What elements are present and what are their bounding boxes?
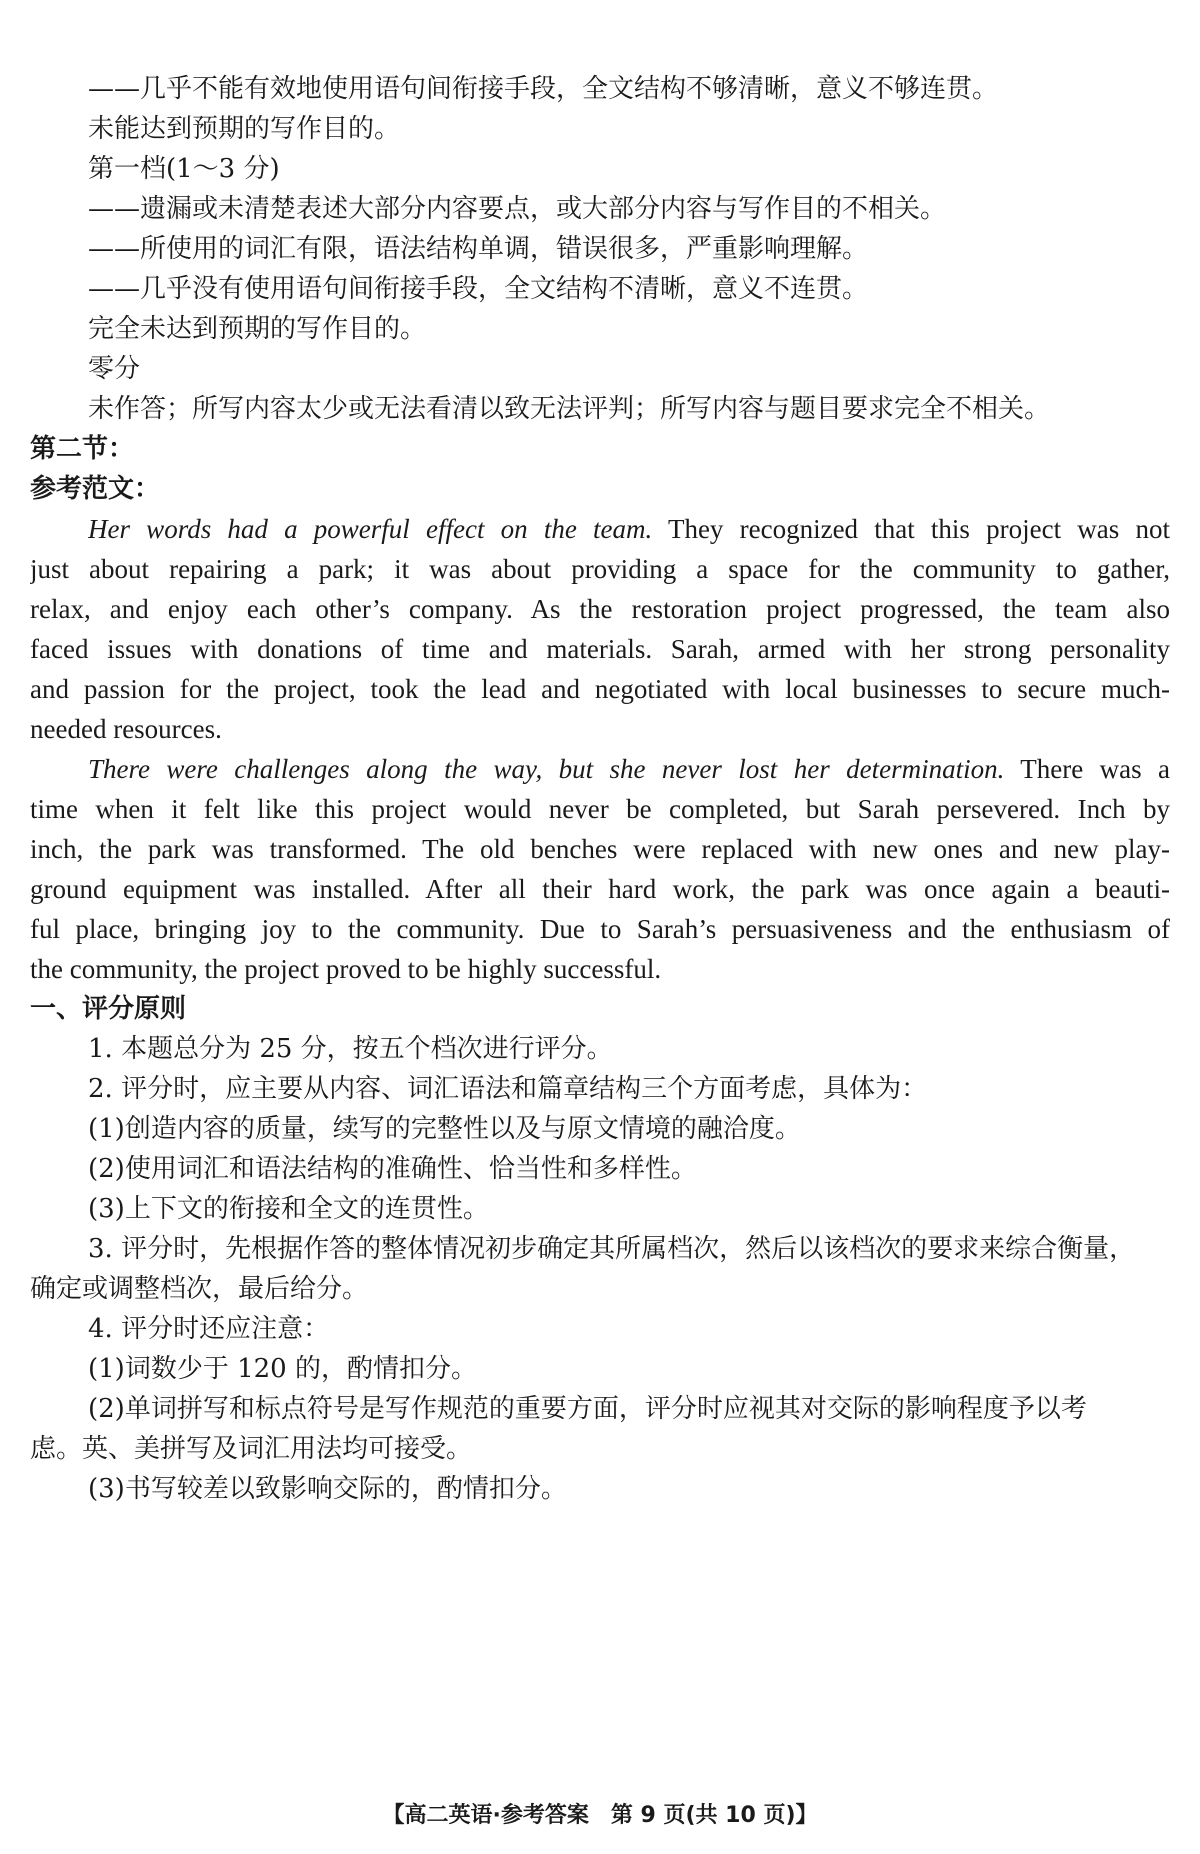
grade-level-heading: 第一档(1～3 分)	[88, 154, 280, 184]
principle-item: (3)上下文的衔接和全文的连贯性。	[88, 1194, 489, 1224]
essay-italic-sentence: Her words had a powerful effect on the team.	[88, 514, 653, 544]
essay-line: just about repairing a park; it was about providing a space for the community to gather,	[30, 554, 1170, 584]
principle-item: 4. 评分时还应注意：	[88, 1314, 330, 1344]
principle-item: 2. 评分时，应主要从内容、词汇语法和篇章结构三个方面考虑，具体为：	[88, 1074, 928, 1104]
essay-line: faced issues with donations of time and materials. Sarah, armed with her strong personality	[30, 634, 1170, 664]
criteria-line: ——几乎不能有效地使用语句间衔接手段，全文结构不够清晰，意义不够连贯。	[88, 74, 999, 104]
principle-item: 1. 本题总分为 25 分，按五个档次进行评分。	[88, 1034, 613, 1064]
principle-item: 确定或调整档次，最后给分。	[30, 1274, 369, 1304]
page-footer: 【高二英语·参考答案 第 9 页(共 10 页)】	[382, 1803, 818, 1828]
essay-line: There were challenges along the way, but she never lost her determination. There was a	[88, 754, 1170, 784]
principles-heading: 一、评分原则	[30, 994, 187, 1024]
principle-item: (3)书写较差以致影响交际的，酌情扣分。	[88, 1474, 567, 1504]
essay-line: Her words had a powerful effect on the team. They recognized that this project was not	[88, 514, 1170, 544]
principle-item: (1)词数少于 120 的，酌情扣分。	[88, 1354, 477, 1384]
essay-line: ful place, bringing joy to the community. Due to Sarah’s persuasiveness and the enthusiasm of	[30, 914, 1170, 944]
essay-line: needed resources.	[30, 714, 222, 744]
criteria-line: ——遗漏或未清楚表述大部分内容要点，或大部分内容与写作目的不相关。	[88, 194, 947, 224]
principle-item: 3. 评分时，先根据作答的整体情况初步确定其所属档次，然后以该档次的要求来综合衡量，	[88, 1234, 1136, 1264]
principle-item: (1)创造内容的质量，续写的完整性以及与原文情境的融洽度。	[88, 1114, 801, 1144]
principle-item: 虑。英、美拼写及词汇用法均可接受。	[30, 1434, 473, 1464]
essay-line: time when it felt like this project would never be completed, but Sarah persevered. Inch by	[30, 794, 1170, 824]
essay-line: relax, and enjoy each other’s company. As the restoration project progressed, the team also	[30, 594, 1170, 624]
essay-italic-sentence: There were challenges along the way, but she never lost her determination.	[88, 754, 1005, 784]
criteria-line: ——所使用的词汇有限，语法结构单调，错误很多，严重影响理解。	[88, 234, 869, 264]
essay-line: and passion for the project, took the lead and negotiated with local businesses to secure much-	[30, 674, 1170, 704]
grade-level-heading: 零分	[88, 354, 141, 384]
essay-line: the community, the project proved to be highly successful.	[30, 954, 662, 984]
section-heading: 第二节：	[30, 434, 135, 464]
principle-item: (2)单词拼写和标点符号是写作规范的重要方面，评分时应视其对交际的影响程度予以考	[88, 1394, 1087, 1424]
criteria-line: 未能达到预期的写作目的。	[88, 114, 401, 144]
criteria-line: 完全未达到预期的写作目的。	[88, 314, 427, 344]
essay-line: ground equipment was installed. After all their hard work, the park was once again a beauti-	[30, 874, 1170, 904]
principle-item: (2)使用词汇和语法结构的准确性、恰当性和多样性。	[88, 1154, 697, 1184]
sample-essay-heading: 参考范文：	[30, 474, 161, 504]
essay-line: inch, the park was transformed. The old benches were replaced with new ones and new play-	[30, 834, 1170, 864]
criteria-line: 未作答；所写内容太少或无法看清以致无法评判；所写内容与题目要求完全不相关。	[88, 394, 1051, 424]
criteria-line: ——几乎没有使用语句间衔接手段，全文结构不清晰，意义不连贯。	[88, 274, 869, 304]
